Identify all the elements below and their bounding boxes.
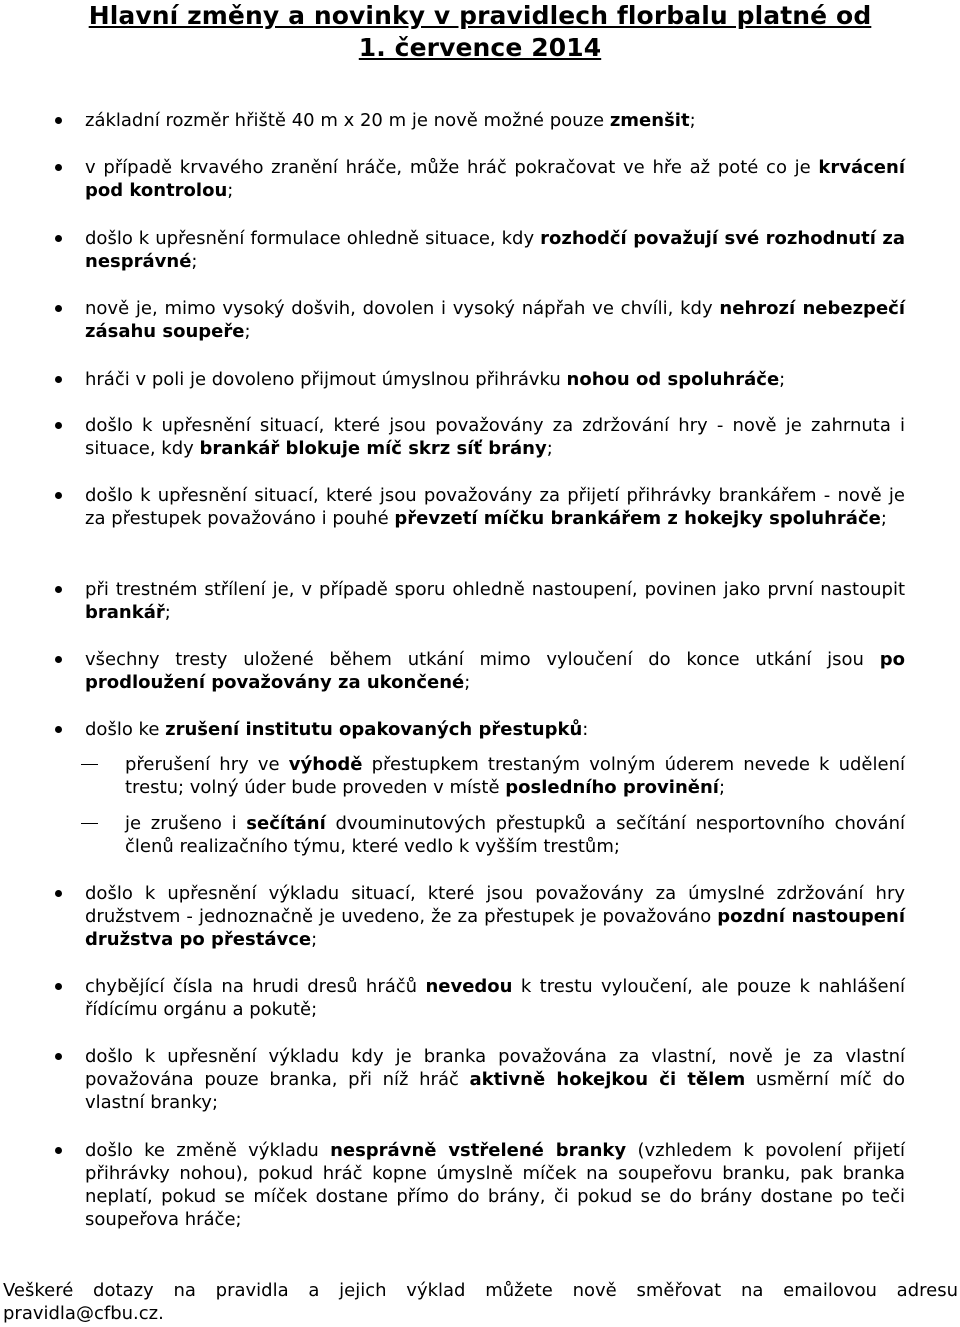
list-item: všechny tresty uložené během utkání mimo vyloučení do konce utkání jsou po prodloužení považovány za ukončené; (85, 648, 905, 694)
bullet-icon (55, 890, 62, 897)
list-item: chybějící čísla na hrudi dresů hráčů nevedou k trestu vyloučení, ale pouze k nahlášení řídícímu orgánu a pokutě; (85, 975, 905, 1021)
bullet-icon (55, 492, 62, 499)
page-title (0, 0, 960, 64)
bullet-icon (55, 235, 62, 242)
list-item: došlo k upřesnění situací, které jsou považovány za zdržování hry - nově je zahrnuta i situace, kdy brankář blokuje míč skrz síť brány; (85, 414, 905, 460)
footer-text: Veškeré dotazy na pravidla a jejich výklad můžete nově směřovat na emailovou adresu (3, 1280, 958, 1301)
list-item: hráči v poli je dovoleno přijmout úmyslnou přihrávku nohou od spoluhráče; (85, 368, 905, 391)
bullet-icon (55, 726, 62, 733)
list-item: při trestném střílení je, v případě sporu ohledně nastoupení, povinen jako první nastoupit brankář; (85, 578, 905, 624)
title-line-2: 1. července 2014 (358, 33, 602, 62)
bullet-icon (55, 164, 62, 171)
sub-list-item: přerušení hry ve výhodě přestupkem trestaným volným úderem nevede k udělení trestu; volný úder bude proveden v místě posledního provinění; (125, 753, 905, 799)
bullet-icon (55, 586, 62, 593)
bullet-icon (55, 1053, 62, 1060)
list-item: došlo ke změně výkladu nesprávně vstřelené branky (vzhledem k povolení přijetí přihrávky nohou), pokud hráč kopne úmyslně míček na soupeřovu branku, pak branka neplatí, pokud se míček dostane přímo do brány, či pokud se do brány dostane po teči soupeřova hráče; (85, 1139, 905, 1231)
contact-email-link[interactable]: pravidla@cfbu.cz. (3, 1303, 164, 1324)
list-item: došlo k upřesnění formulace ohledně situace, kdy rozhodčí považují své rozhodnutí za nesprávné; (85, 227, 905, 273)
list-item: došlo k upřesnění výkladu kdy je branka považována za vlastní, nově je za vlastní považována pouze branka, při níž hráč aktivně hokejkou či tělem usměrní míč do vlastní branky; (85, 1045, 905, 1114)
bullet-icon (55, 422, 62, 429)
list-item: došlo k upřesnění výkladu situací, které jsou považovány za úmyslné zdržování hry družstvem - jednoznačně je uvedeno, že za přestupek je považováno pozdní nastoupení družstva po přestávce; (85, 882, 905, 951)
bullet-icon (55, 1147, 62, 1154)
list-item: došlo k upřesnění situací, které jsou považovány za přijetí přihrávky brankářem - nově je za přestupek považováno i pouhé převzetí míčku brankářem z hokejky spoluhráče; (85, 484, 905, 530)
dash-icon (81, 764, 98, 765)
bullet-icon (55, 376, 62, 383)
title-line-1: Hlavní změny a novinky v pravidlech florbalu platné od (88, 1, 872, 30)
bullet-icon (55, 656, 62, 663)
list-item: základní rozměr hřiště 40 m x 20 m je nově možné pouze zmenšit; (85, 109, 905, 132)
sub-list-item: je zrušeno i sečítání dvouminutových přestupků a sečítání nesportovního chování členů realizačního týmu, které vedlo k vyšším trestům; (125, 812, 905, 858)
bullet-icon (55, 305, 62, 312)
footer-note (3, 1279, 958, 1325)
bullet-icon (55, 983, 62, 990)
bullet-icon (55, 117, 62, 124)
dash-icon (81, 823, 98, 824)
list-item: nově je, mimo vysoký došvih, dovolen i vysoký nápřah ve chvíli, kdy nehrozí nebezpečí zásahu soupeře; (85, 297, 905, 343)
list-item: v případě krvavého zranění hráče, může hráč pokračovat ve hře až poté co je krvácení pod kontrolou; (85, 156, 905, 202)
list-item: došlo ke zrušení institutu opakovaných přestupků: (85, 718, 905, 741)
